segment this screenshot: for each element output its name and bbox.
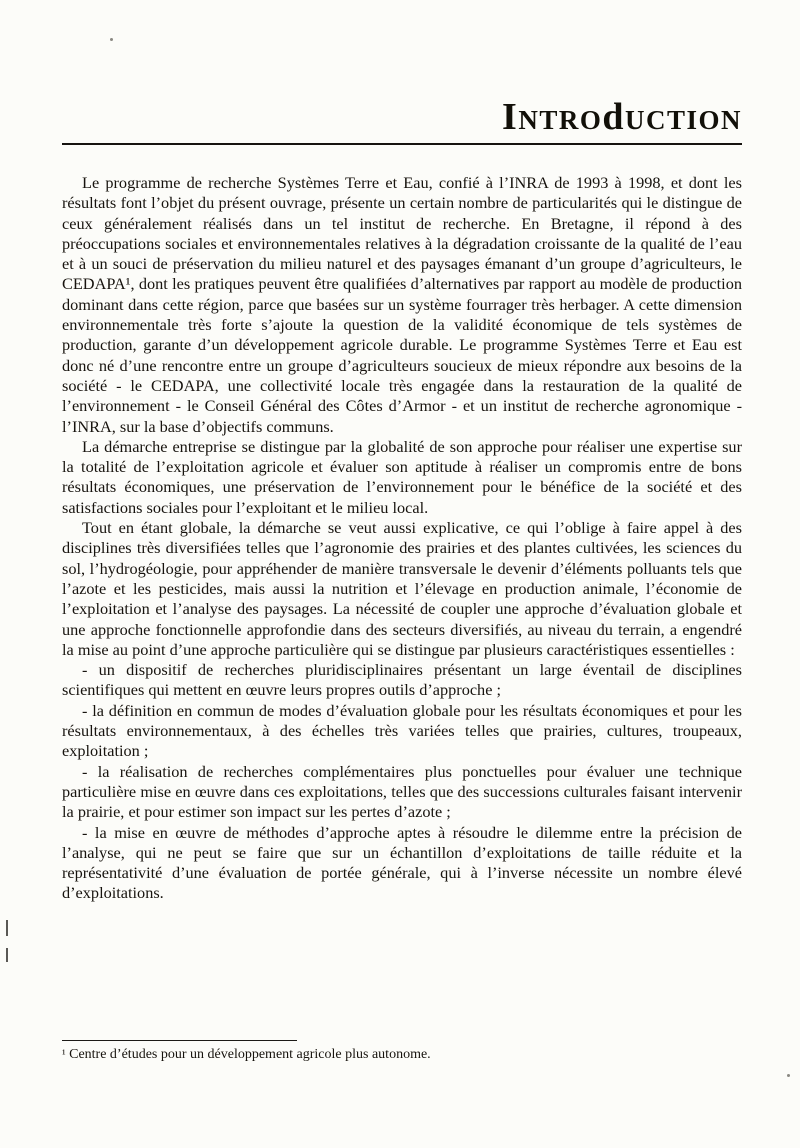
dash-item-1: - un dispositif de recherches pluridisciplinaires présentant un large éventail de disciplines scientifiques qui mettent en œuvre leurs propres outils d’approche ; — [62, 660, 742, 700]
dash-item-3: - la réalisation de recherches complémentaires plus ponctuelles pour évaluer une technique particulière mise en œuvre dans ces exploitations, telles que des successions culturales faisant intervenir la prairie, et pour estimer son impact sur les pertes d’azote ; — [62, 761, 742, 822]
title-segment: UCTION — [624, 105, 742, 135]
scan-artifact — [110, 38, 113, 41]
title-segment: d — [602, 96, 625, 138]
title-segment: NTRO — [518, 105, 603, 135]
scan-artifact — [6, 920, 8, 936]
footnote-marker: ¹ — [62, 1047, 66, 1061]
footnote-body: Centre d’études pour un développement agricole plus autonome. — [69, 1047, 431, 1062]
intro-paragraph-3: Tout en étant globale, la démarche se veut aussi explicative, ce qui l’oblige à faire appel à des disciplines très diversifiées telles que l’agronomie des prairies et des plantes cultivées, les sciences du sol, l’hydrogéologie, pour appréhender de manière transversale le devenir d’éléments polluants tels que l’azote et les pesticides, mais aussi la nutrition et l’élevage en production animale, l’économie de l’exploitation et l’analyse des paysages. La nécessité de coupler une approche d’évaluation globale et une approche fonctionnelle approfondie dans des secteurs diversifiés, au niveau du terrain, a engendré la mise au point d’une approche particulière qui se distingue par plusieurs caractéristiques essentielles : — [62, 518, 742, 659]
title-rule — [62, 143, 742, 145]
intro-paragraph-1: Le programme de recherche Systèmes Terre et Eau, confié à l’INRA de 1993 à 1998, et dont les résultats font l’objet du présent ouvrage, présente un certain nombre de particularités qui le distingue de ceux généralement réalisés dans un tel institut de recherche. En Bretagne, il répond à des préoccupations sociales et environnementales relatives à la dégradation croissante de la qualité de l’eau et à un souci de préservation du milieu naturel et des paysages émanant d’un groupe d’agriculteurs, le CEDAPA¹, dont les pratiques peuvent être qualifiées d’alternatives par rapport au modèle de production dominant dans cette région, parce que basées sur un système fourrager très herbager. A cette dimension environnementale très forte s’ajoute la question de la validité économique de tels systèmes de production, garante d’un développement agricole durable. Le programme Systèmes Terre et Eau est donc né d’une rencontre entre un groupe d’agriculteurs soucieux de mieux répondre aux besoins de la société - le CEDAPA, une collectivité locale très engagée dans la restauration de la qualité de l’environnement - le Conseil Général des Côtes d’Armor - et un institut de recherche agronomique - l’INRA, sur la base d’objectifs communs. — [62, 173, 742, 436]
chapter-header — [0, 0, 800, 145]
footnote — [62, 1040, 742, 1063]
dash-item-2: - la définition en commun de modes d’évaluation globale pour les résultats économiques et pour les résultats environnementaux, à des échelles très variées telles que prairies, cultures, troupeaux, exploitation ; — [62, 700, 742, 761]
page-title — [62, 98, 742, 136]
title-segment: I — [502, 96, 519, 138]
dash-item-4: - la mise en œuvre de méthodes d’approche aptes à résoudre le dilemme entre la précision de l’analyse, qui ne peut se faire que sur un échantillon d’exploitations de taille réduite et la représentativité d’une évaluation de portée générale, qui à l’inverse nécessite un nombre élevé d’exploitations. — [62, 822, 742, 903]
intro-paragraph-2: La démarche entreprise se distingue par la globalité de son approche pour réaliser une expertise sur la totalité de l’exploitation agricole et évaluer son aptitude à réaliser un compromis entre de bons résultats économiques, une préservation de l’environnement pour le bénéfice de la société et des satisfactions sociales pour l’exploitant et le milieu local. — [62, 436, 742, 517]
footnote-text — [62, 1046, 742, 1063]
body-text — [62, 173, 742, 904]
footnote-rule — [62, 1040, 297, 1041]
scan-artifact — [787, 1074, 790, 1077]
scan-artifact — [6, 948, 8, 962]
